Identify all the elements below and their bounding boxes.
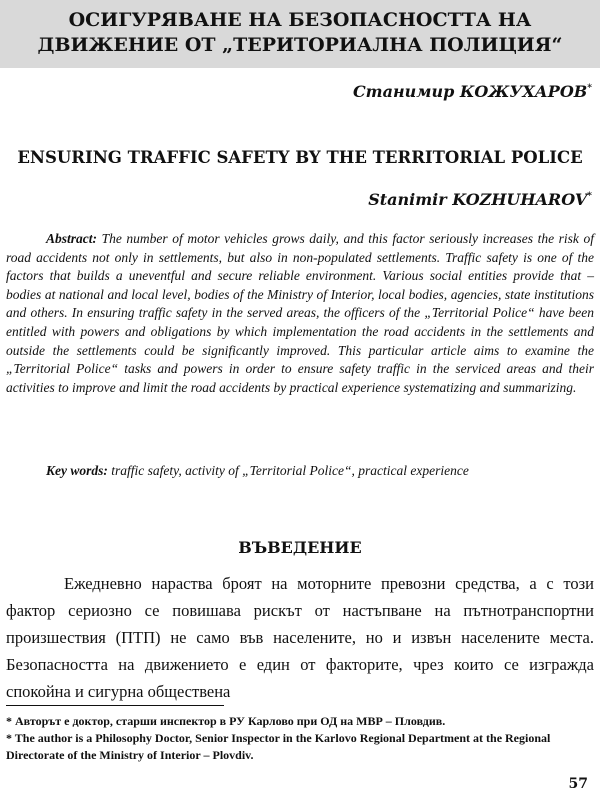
english-author xyxy=(368,190,592,209)
bulgarian-author-name: Станимир КОЖУХАРОВ xyxy=(352,82,588,101)
footnote-divider xyxy=(6,705,224,706)
footnote-mark: * xyxy=(587,83,592,94)
footnote-english: * The author is a Philosophy Doctor, Senior Inspector in the Karlovo Regional Department at the Regional Directorate of the Ministry of Interior – Plovdiv. xyxy=(6,731,551,762)
bulgarian-title: ОСИГУРЯВАНЕ НА БЕЗОПАСНОСТТА НА ДВИЖЕНИЕ ОТ „ТЕРИТОРИАЛНА ПОЛИЦИЯ“ xyxy=(37,9,563,56)
footnotes xyxy=(6,713,594,764)
abstract-label: Abstract: xyxy=(46,231,98,246)
keywords xyxy=(6,462,594,481)
english-title: ENSURING TRAFFIC SAFETY BY THE TERRITORIAL POLICE xyxy=(17,148,583,167)
bulgarian-author xyxy=(353,82,592,101)
introduction-text: Ежедневно нараства броят на моторните превозни средства, а с този фактор сериозно се повишава рискът от настъпване на пътнотранспортни произшествия (ПТП) не само във населените, но и извън населените места. Безопасността на движението е един от факторите, чрез които се изгражда спокойна и сигурна обществена xyxy=(6,574,594,701)
keywords-text: traffic safety, activity of „Territorial Police“, practical experience xyxy=(111,463,469,478)
abstract xyxy=(6,230,594,397)
abstract-text: The number of motor vehicles grows daily, and this factor seriously increases the risk of road accidents not only in settlements, but also in non-populated settlements. Traffic safety is one of the factors that builds a uneventful and secure reliable environment. Various social entities provide that – bodies at national and local level, bodies of the Ministry of Interior, local bodies, agencies, state institutions and others. In ensuring traffic safety in the served areas, the officers of the „Territorial Police“ have been entitled with powers and obligations by which implementation the road accidents in the settlements and outside the settlements could be significantly improved. This particular article aims to examine the „Territorial Police“ tasks and powers in order to ensure safety traffic in the serviced areas and their activities to improve and limit the road accidents by practical experience systematizing and summarizing. xyxy=(6,231,594,395)
introduction-heading: ВЪВЕДЕНИЕ xyxy=(238,538,362,557)
footnote-mark: * xyxy=(587,191,592,202)
english-author-name: Stanimir KOZHUHAROV xyxy=(368,190,588,209)
introduction-paragraph xyxy=(6,570,594,705)
page-number: 57 xyxy=(568,776,588,792)
keywords-label: Key words: xyxy=(46,463,108,478)
footnote-bulgarian: * Авторът е доктор, старши инспектор в РУ Карлово при ОД на МВР – Пловдив. xyxy=(6,714,446,728)
